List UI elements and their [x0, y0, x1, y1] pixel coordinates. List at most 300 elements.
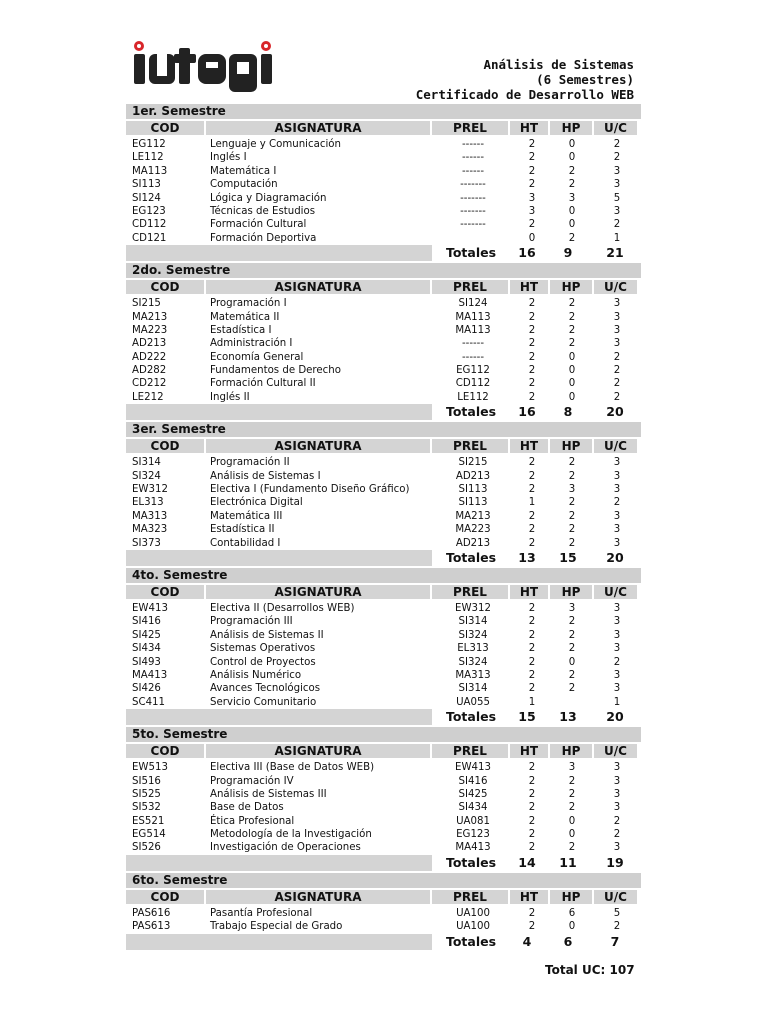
course-prel: SI113 — [458, 484, 488, 496]
column-header-cod: COD — [126, 744, 204, 758]
totals-hp: 13 — [559, 709, 577, 725]
column-header-name: ASIGNATURA — [206, 121, 430, 135]
totals-uc: 7 — [610, 933, 620, 949]
course-uc: 3 — [613, 510, 621, 522]
course-name: Programación I — [210, 298, 287, 310]
course-hp: 0 — [568, 829, 576, 841]
course-uc: 2 — [613, 815, 621, 827]
totals-ht: 16 — [518, 245, 536, 261]
course-uc: 3 — [613, 643, 621, 655]
course-uc: 3 — [613, 537, 621, 549]
totals-hp: 6 — [563, 933, 573, 949]
course-cod: MA413 — [132, 669, 168, 681]
course-hp: 2 — [568, 524, 576, 536]
column-header-cod: COD — [126, 890, 204, 904]
course-uc: 3 — [613, 324, 621, 336]
totals-bar — [126, 404, 432, 420]
column-header-ht: HT — [510, 890, 548, 904]
totals-row — [126, 550, 641, 566]
course-prel: LE112 — [457, 391, 489, 403]
totals-label: Totales — [434, 855, 508, 871]
course-prel: ------ — [461, 351, 485, 363]
course-ht: 2 — [528, 510, 536, 522]
column-header-prel: PREL — [432, 585, 508, 599]
column-header-ht: HT — [510, 585, 548, 599]
course-hp: 3 — [568, 192, 576, 204]
course-ht: 2 — [528, 311, 536, 323]
totals-bar — [126, 855, 432, 871]
course-prel: MA313 — [455, 669, 491, 681]
course-cod: MA113 — [132, 165, 168, 177]
course-name: Servicio Comunitario — [210, 696, 317, 708]
course-hp: 2 — [568, 179, 576, 191]
course-uc: 2 — [613, 921, 621, 933]
course-cod: ES521 — [132, 815, 165, 827]
course-row — [126, 920, 641, 933]
course-hp: 2 — [568, 669, 576, 681]
course-name: Avances Tecnológicos — [210, 683, 321, 695]
column-header-row — [126, 890, 641, 904]
course-ht: 2 — [528, 643, 536, 655]
course-name: Análisis de Sistemas II — [210, 629, 324, 641]
totals-label: Totales — [434, 245, 508, 261]
course-name: Electiva III (Base de Datos WEB) — [210, 762, 375, 774]
course-cod: LE112 — [132, 152, 164, 164]
totals-uc: 20 — [606, 549, 624, 565]
course-name: Estadística II — [210, 524, 275, 536]
course-row — [126, 828, 641, 841]
course-hp: 2 — [568, 802, 576, 814]
course-uc: 2 — [613, 391, 621, 403]
course-name: Base de Datos — [210, 802, 284, 814]
course-row — [126, 324, 641, 337]
column-header-hp: HP — [550, 890, 592, 904]
course-uc: 2 — [613, 497, 621, 509]
course-name: Técnicas de Estudios — [210, 205, 316, 217]
course-name: Programación IV — [210, 775, 294, 787]
course-uc: 3 — [613, 205, 621, 217]
column-header-uc: U/C — [594, 280, 637, 294]
program-title: Análisis de Sistemas — [483, 57, 634, 72]
course-ht: 2 — [528, 842, 536, 854]
course-uc: 3 — [613, 524, 621, 536]
course-cod: CD112 — [132, 219, 167, 231]
course-uc: 3 — [613, 311, 621, 323]
totals-bar — [126, 709, 432, 725]
course-name: Análisis de Sistemas I — [210, 470, 321, 482]
course-hp: 3 — [568, 762, 576, 774]
totals-uc: 21 — [606, 245, 624, 261]
course-cod: SC411 — [132, 696, 166, 708]
totals-hp: 9 — [563, 245, 573, 261]
column-header-name: ASIGNATURA — [206, 585, 430, 599]
course-row — [126, 523, 641, 536]
column-header-uc: U/C — [594, 744, 637, 758]
totals-label: Totales — [434, 709, 508, 725]
course-uc: 2 — [613, 139, 621, 150]
course-hp: 2 — [568, 470, 576, 482]
course-name: Economía General — [210, 351, 304, 363]
course-name: Formación Cultural II — [210, 378, 316, 390]
course-ht: 2 — [528, 829, 536, 841]
course-row — [126, 602, 641, 615]
course-hp: 2 — [568, 298, 576, 310]
course-hp: 0 — [568, 391, 576, 403]
course-row — [126, 815, 641, 828]
course-name: Formación Deportiva — [210, 232, 317, 244]
course-name: Investigación de Operaciones — [210, 842, 361, 854]
totals-row — [126, 855, 641, 871]
semester-title: 3er. Semestre — [126, 422, 641, 437]
totals-uc: 20 — [606, 404, 624, 420]
course-hp: 2 — [568, 788, 576, 800]
semester-block — [126, 263, 641, 420]
course-name: Electrónica Digital — [210, 497, 303, 509]
course-prel: MA413 — [455, 842, 491, 854]
totals-row — [126, 934, 641, 950]
course-uc: 3 — [613, 602, 621, 614]
course-ht: 2 — [528, 802, 536, 814]
column-header-name: ASIGNATURA — [206, 890, 430, 904]
course-row — [126, 537, 641, 550]
course-cod: SI426 — [132, 683, 161, 695]
column-header-uc: U/C — [594, 585, 637, 599]
course-name: Análisis de Sistemas III — [210, 788, 327, 800]
course-cod: CD121 — [132, 232, 167, 244]
column-header-row — [126, 121, 641, 135]
course-row — [126, 483, 641, 496]
course-name: Programación III — [210, 616, 293, 628]
totals-row — [126, 709, 641, 725]
course-prel: MA113 — [455, 311, 491, 323]
totals-uc: 19 — [606, 854, 624, 870]
course-prel: ------- — [460, 205, 486, 217]
course-row — [126, 205, 641, 218]
course-ht: 2 — [528, 683, 536, 695]
course-cod: SI324 — [132, 470, 161, 482]
totals-ht: 4 — [522, 933, 532, 949]
totals-label: Totales — [434, 404, 508, 420]
course-hp: 2 — [568, 338, 576, 350]
course-uc: 3 — [613, 788, 621, 800]
course-row — [126, 151, 641, 164]
course-hp: 2 — [568, 457, 576, 469]
course-ht: 2 — [528, 165, 536, 177]
course-row — [126, 377, 641, 390]
course-cod: SI493 — [132, 656, 161, 668]
course-ht: 2 — [528, 179, 536, 191]
course-ht: 2 — [528, 629, 536, 641]
course-prel: UA055 — [456, 696, 490, 708]
course-uc: 1 — [613, 232, 621, 244]
course-uc: 1 — [613, 696, 621, 708]
course-row — [126, 775, 641, 788]
course-row — [126, 351, 641, 364]
totals-ht: 16 — [518, 404, 536, 420]
course-cod: SI373 — [132, 537, 161, 549]
course-hp: 2 — [568, 775, 576, 787]
course-cod: EG112 — [132, 139, 166, 150]
iutepi-logo — [130, 40, 295, 92]
course-cod: MA223 — [132, 324, 168, 336]
course-prel: AD213 — [455, 537, 491, 549]
column-header-prel: PREL — [432, 890, 508, 904]
column-header-hp: HP — [550, 280, 592, 294]
course-name: Sistemas Operativos — [210, 643, 316, 655]
course-name: Administración I — [210, 338, 293, 350]
course-ht: 2 — [528, 365, 536, 377]
course-ht: 2 — [528, 524, 536, 536]
course-prel: SI416 — [458, 775, 488, 787]
column-header-prel: PREL — [432, 439, 508, 453]
course-prel: ------- — [460, 192, 486, 204]
course-prel: UA100 — [456, 907, 490, 919]
course-name: Matemática I — [210, 165, 277, 177]
course-row — [126, 682, 641, 695]
course-prel: ------ — [461, 338, 485, 350]
course-cod: SI113 — [132, 179, 161, 191]
semester-block — [126, 568, 641, 725]
course-ht: 2 — [528, 324, 536, 336]
course-ht: 2 — [528, 537, 536, 549]
course-ht: 2 — [528, 298, 536, 310]
course-hp: 0 — [568, 378, 576, 390]
course-uc: 3 — [613, 298, 621, 310]
course-prel: SI324 — [458, 656, 488, 668]
course-ht: 1 — [528, 497, 536, 509]
course-cod: LE212 — [132, 391, 164, 403]
course-prel: ------- — [460, 179, 486, 191]
column-header-ht: HT — [510, 439, 548, 453]
total-uc: Total UC: 107 — [545, 963, 635, 977]
course-ht: 2 — [528, 139, 536, 150]
course-ht: 2 — [528, 669, 536, 681]
course-hp: 6 — [568, 907, 576, 919]
course-ht: 2 — [528, 338, 536, 350]
course-row — [126, 761, 641, 774]
course-ht: 2 — [528, 921, 536, 933]
course-uc: 2 — [613, 656, 621, 668]
course-prel: ------ — [461, 165, 485, 177]
course-hp: 0 — [568, 656, 576, 668]
course-ht: 3 — [528, 192, 536, 204]
course-row — [126, 788, 641, 801]
totals-ht: 13 — [518, 549, 536, 565]
course-uc: 3 — [613, 669, 621, 681]
course-ht: 0 — [528, 232, 536, 244]
course-hp: 2 — [568, 324, 576, 336]
semester-block — [126, 873, 641, 950]
course-hp: 2 — [568, 629, 576, 641]
course-row — [126, 178, 641, 191]
column-header-ht: HT — [510, 121, 548, 135]
totals-label: Totales — [434, 934, 508, 950]
totals-hp: 15 — [559, 549, 577, 565]
course-prel: SI215 — [458, 457, 488, 469]
program-duration: (6 Semestres) — [536, 72, 634, 87]
course-name: Análisis Numérico — [210, 669, 302, 681]
course-name: Lenguaje y Comunicación — [210, 139, 341, 150]
course-uc: 2 — [613, 365, 621, 377]
column-header-hp: HP — [550, 585, 592, 599]
course-hp: 2 — [568, 616, 576, 628]
semester-block — [126, 422, 641, 566]
course-cod: EW413 — [132, 602, 168, 614]
course-row — [126, 841, 641, 854]
course-uc: 3 — [613, 802, 621, 814]
column-header-uc: U/C — [594, 121, 637, 135]
course-uc: 3 — [613, 457, 621, 469]
course-cod: SI526 — [132, 842, 161, 854]
course-name: Lógica y Diagramación — [210, 192, 327, 204]
course-name: Inglés I — [210, 152, 247, 164]
course-cod: SI215 — [132, 298, 161, 310]
course-ht: 2 — [528, 602, 536, 614]
course-name: Computación — [210, 179, 278, 191]
course-ht: 2 — [528, 219, 536, 231]
course-prel: ------- — [460, 219, 486, 231]
course-row — [126, 801, 641, 814]
course-uc: 3 — [613, 629, 621, 641]
course-cod: SI532 — [132, 802, 161, 814]
course-cod: EL313 — [132, 497, 164, 509]
course-uc: 3 — [613, 484, 621, 496]
course-name: Metodología de la Investigación — [210, 829, 372, 841]
course-cod: SI416 — [132, 616, 161, 628]
course-ht: 1 — [528, 696, 536, 708]
course-cod: AD222 — [132, 351, 167, 363]
course-name: Inglés II — [210, 391, 250, 403]
course-cod: EG514 — [132, 829, 166, 841]
semester-title: 4to. Semestre — [126, 568, 641, 583]
totals-hp: 11 — [559, 854, 577, 870]
totals-uc: 20 — [606, 709, 624, 725]
course-uc: 3 — [613, 683, 621, 695]
course-name: Ética Profesional — [210, 815, 295, 827]
course-cod: PAS613 — [132, 921, 171, 933]
course-hp: 0 — [568, 365, 576, 377]
course-ht: 3 — [528, 205, 536, 217]
course-row — [126, 496, 641, 509]
course-prel: EL313 — [457, 643, 489, 655]
course-row — [126, 311, 641, 324]
course-ht: 2 — [528, 815, 536, 827]
totals-hp: 8 — [563, 404, 573, 420]
program-certificate: Certificado de Desarrollo WEB — [415, 87, 634, 102]
column-header-hp: HP — [550, 744, 592, 758]
course-cod: EW312 — [132, 484, 168, 496]
course-ht: 2 — [528, 351, 536, 363]
column-header-cod: COD — [126, 585, 204, 599]
course-prel: SI425 — [458, 788, 488, 800]
column-header-ht: HT — [510, 744, 548, 758]
course-uc: 3 — [613, 165, 621, 177]
course-cod: AD282 — [132, 365, 167, 377]
course-cod: SI516 — [132, 775, 161, 787]
course-cod: AD213 — [132, 338, 167, 350]
course-cod: CD212 — [132, 378, 167, 390]
course-prel: SI124 — [458, 298, 488, 310]
course-name: Programación II — [210, 457, 290, 469]
course-row — [126, 165, 641, 178]
course-name: Control de Proyectos — [210, 656, 316, 668]
course-prel: SI314 — [458, 616, 488, 628]
course-uc: 2 — [613, 378, 621, 390]
column-header-row — [126, 439, 641, 453]
totals-bar — [126, 550, 432, 566]
course-uc: 3 — [613, 616, 621, 628]
course-prel: EW312 — [455, 602, 491, 614]
course-uc: 2 — [613, 351, 621, 363]
course-row — [126, 696, 641, 709]
semester-title: 5to. Semestre — [126, 727, 641, 742]
course-ht: 2 — [528, 762, 536, 774]
column-header-uc: U/C — [594, 890, 637, 904]
totals-bar — [126, 934, 432, 950]
column-header-uc: U/C — [594, 439, 637, 453]
course-uc: 5 — [613, 907, 621, 919]
course-row — [126, 364, 641, 377]
column-header-prel: PREL — [432, 744, 508, 758]
course-ht: 2 — [528, 391, 536, 403]
course-ht: 2 — [528, 470, 536, 482]
semester-title: 6to. Semestre — [126, 873, 641, 888]
course-cod: MA323 — [132, 524, 168, 536]
course-ht: 2 — [528, 616, 536, 628]
course-prel: UA081 — [456, 815, 490, 827]
course-ht: 2 — [528, 484, 536, 496]
course-hp: 2 — [568, 311, 576, 323]
course-uc: 3 — [613, 842, 621, 854]
course-name: Electiva I (Fundamento Diseño Gráfico) — [210, 484, 410, 496]
course-name: Matemática III — [210, 510, 283, 522]
course-ht: 2 — [528, 378, 536, 390]
course-hp: 2 — [568, 232, 576, 244]
course-cod: EG123 — [132, 205, 166, 217]
course-prel: SI324 — [458, 629, 488, 641]
column-header-ht: HT — [510, 280, 548, 294]
course-row — [126, 656, 641, 669]
course-cod: MA313 — [132, 510, 168, 522]
column-header-hp: HP — [550, 439, 592, 453]
course-prel: MA113 — [455, 324, 491, 336]
course-row — [126, 297, 641, 310]
course-row — [126, 615, 641, 628]
course-hp: 2 — [568, 842, 576, 854]
course-row — [126, 470, 641, 483]
column-header-cod: COD — [126, 121, 204, 135]
course-name: Contabilidad I — [210, 537, 281, 549]
totals-label: Totales — [434, 550, 508, 566]
curriculum-table — [126, 104, 641, 952]
course-cod: MA213 — [132, 311, 168, 323]
totals-row — [126, 404, 641, 420]
course-name: Estadística I — [210, 324, 272, 336]
course-prel: UA100 — [456, 921, 490, 933]
course-row — [126, 510, 641, 523]
course-row — [126, 192, 641, 205]
course-row — [126, 669, 641, 682]
course-ht: 2 — [528, 457, 536, 469]
column-header-cod: COD — [126, 280, 204, 294]
course-row — [126, 642, 641, 655]
column-header-prel: PREL — [432, 280, 508, 294]
column-header-hp: HP — [550, 121, 592, 135]
course-prel: MA223 — [455, 524, 491, 536]
course-hp: 3 — [568, 602, 576, 614]
semester-block — [126, 104, 641, 261]
semester-title: 2do. Semestre — [126, 263, 641, 278]
